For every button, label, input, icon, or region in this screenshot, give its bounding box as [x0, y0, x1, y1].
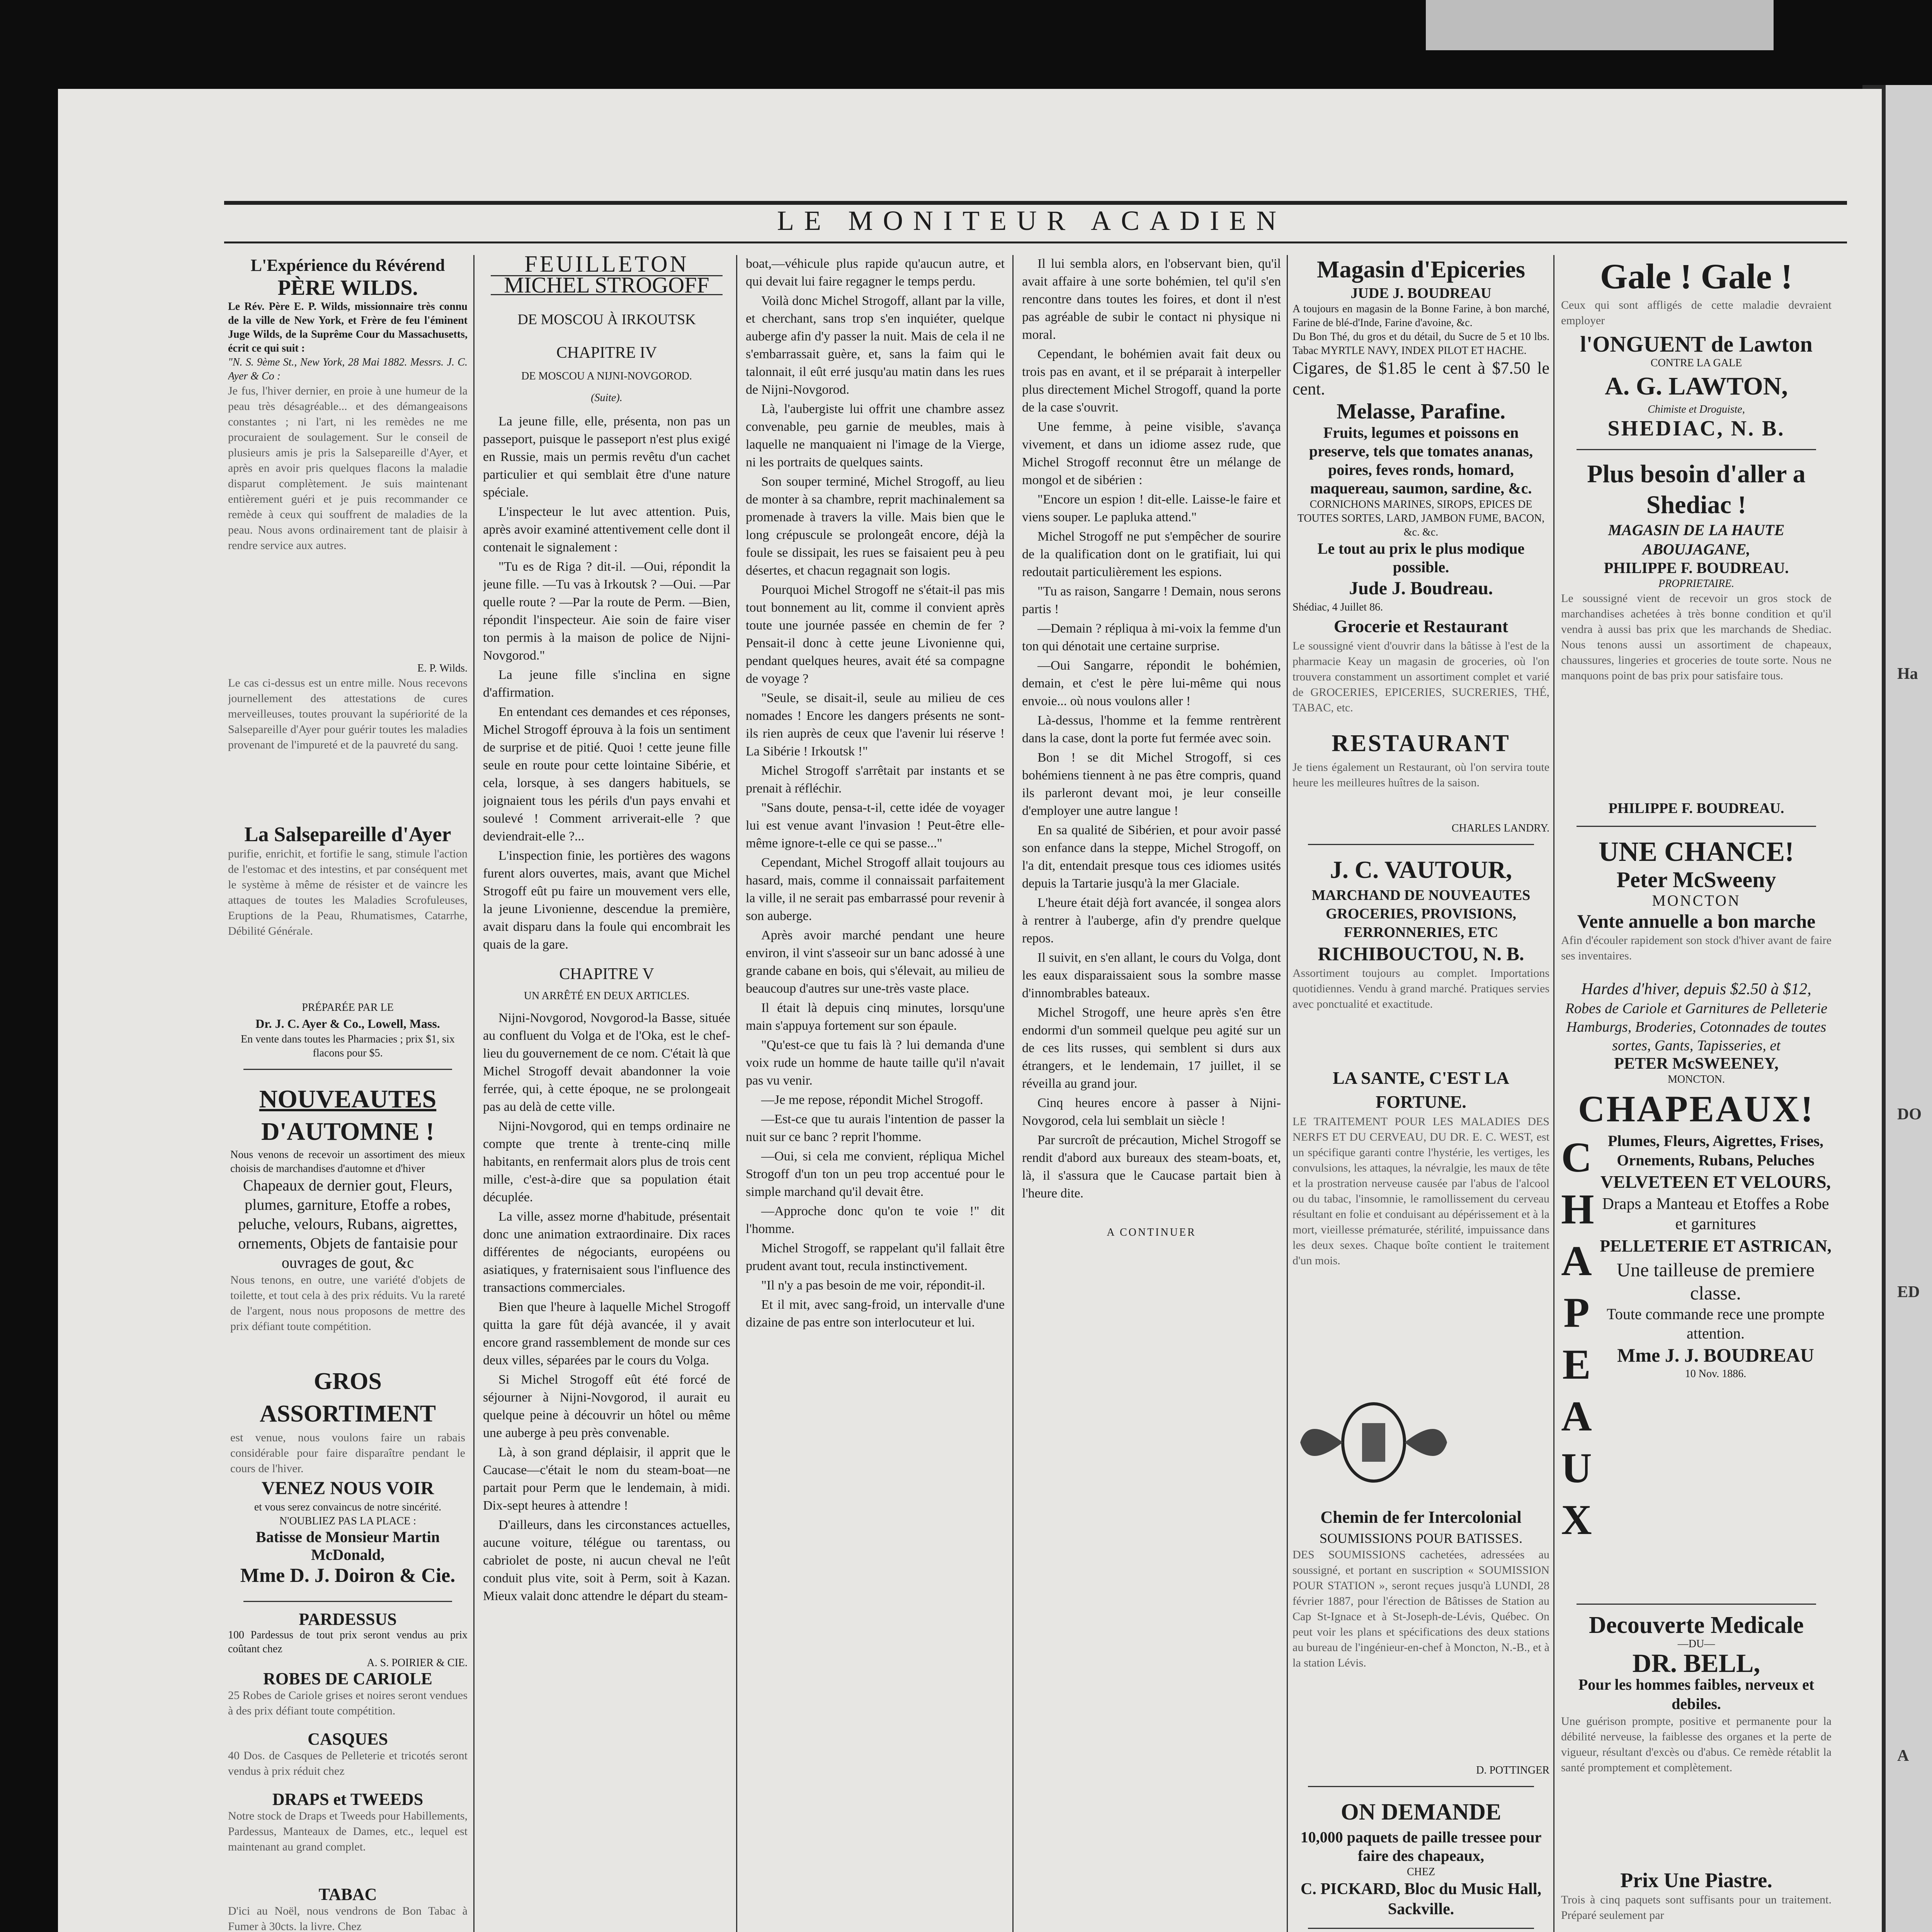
feuilleton-heading: FEUILLETON — [524, 255, 689, 277]
ad-title: Grocerie et Restaurant — [1333, 616, 1509, 636]
ad-text: CONTRE LA GALE — [1650, 357, 1742, 369]
paragraph: En sa qualité de Sibérien, et pour avoir passé son enfance dans la steppe, Michel Strogoff, on l'a dit, entendait presque tous ces idiomes usités depuis la Tartarie jusqu'à la mer Glaciale. — [1022, 823, 1281, 891]
ad-body: Je fus, l'hiver dernier, en proie à une humeur de la peau très désagréable... et des démangeaisons constantes ; ni l'art, ni les remèdes ne me procuraient de soulagement. Sur le conseil de plusieurs amis je pris la Salsepareille d'Ayer, et après en avoir pris quelques flacons la maladie disparut complètement. Je suis maintenant entièrement guéri et je puis recommander ce remède à ceux qui souffrent de maladies de la peau. Nous avons ordinairement tant de plaisir à rendre service aux autres. — [228, 384, 468, 552]
paragraph: —Oui, si cela me convient, répliqua Michel Strogoff d'un ton un peu trop accentué pour le simple marchand qu'il devait être. — [746, 1149, 1005, 1199]
chapter-title: CHAPITRE IV — [556, 344, 657, 362]
ad-title: ROBES DE CARIOLE — [263, 1669, 432, 1688]
paragraph: Michel Strogoff ne put s'empêcher de sourire de la qualification dont on le gratifiait, lui qui redoutait particulièrement les espions. — [1022, 529, 1281, 579]
ad-body: Nous tenons, en outre, une variété d'objets de toilette, et tout cela à des prix réduits. Vu la rareté de l'argent, nous nous proposons de mettre des prix défiant toute compétition. — [230, 1274, 465, 1333]
ad-name: PHILIPPE F. BOUDREAU. — [1608, 800, 1784, 816]
paragraph: "Seule, se disait-il, seule au milieu de ces nomades ! Encore les dangers présents ne sont-ils rien auprès de ceux que l'avenir lui réserve ! La Sibérie ! Irkoutsk !" — [746, 691, 1005, 759]
ad-text: Toute commande rece une prompte attention. — [1607, 1305, 1825, 1342]
continuer: A CONTINUER — [1107, 1226, 1196, 1238]
ad-body: Assortiment toujours au complet. Importations quotidiennes. Vendu à grand marché. Pratiques servies avec ponctualité et exactitude. — [1293, 967, 1549, 1010]
column-rule — [736, 255, 737, 1932]
ad-text: Batisse de Monsieur Martin McDonald, — [256, 1528, 440, 1563]
ad-text: A toujours en magasin de la Bonne Farine, à bon marché, Farine de blé-d'Inde, Farine d'avoine, &c. — [1293, 303, 1549, 329]
ad-prepared: PRÉPARÉE PAR LE — [302, 1002, 394, 1014]
ad-title: SHEDIAC, N. B. — [1607, 417, 1785, 440]
column-rule — [1553, 255, 1554, 1932]
paragraph: La ville, assez morne d'habitude, présentait donc une animation extraordinaire. Dix races différentes de négociants, européens ou asiatiques, y fraternisaient sous l'influence des transactions commerciales. — [483, 1209, 730, 1295]
ad-text: CORNICHONS MARINES, SIROPS, EPICES DE TOUTES SORTES, LARD, JAMBON FUME, BACON, &c. &c. — [1297, 498, 1545, 538]
story-subtitle: DE MOSCOU À IRKOUTSK — [517, 311, 696, 328]
adjacent-fragment: ED — [1897, 1283, 1920, 1301]
ad-title: PARDESSUS — [299, 1610, 397, 1629]
separator — [1577, 826, 1816, 827]
ad-sold: En vente dans toutes les Pharmacies ; prix $1, six flacons pour $5. — [241, 1033, 455, 1059]
newspaper-page — [58, 89, 1882, 1932]
ad-signature: CHARLES LANDRY. — [1451, 822, 1549, 834]
ad-title: Magasin d'Epiceries — [1316, 257, 1526, 283]
paragraph: Une femme, à peine visible, s'avança vivement, et dans un idiome assez rude, que Michel Strogoff reconnut être un mélange de mongol et de sibérien : — [1022, 420, 1281, 487]
suite: (Suite). — [591, 392, 622, 404]
paragraph: La jeune fille, elle, présenta, non pas un passeport, puisque le passeport n'est plus exigé en Russie, mais un permis revêtu d'un cachet particulier et qui semblait être d'une nature spéciale. — [483, 414, 730, 500]
ad-title: Vente annuelle a bon marche — [1577, 910, 1816, 932]
ad-body: DES SOUMISSIONS cachetées, adressées au soussigné, et portant en suscription « SOUMISSION POUR STATION », seront reçues jusqu'à LUNDI, 28 février 1887, pour l'érection de Bâtisses de Station au Cap St-Ignace et à St-Joseph-de-Lévis, Québec. On peut voir les plans et spécifications des deux stations au bureau de l'ingénieur-en-chef à Moncton, N.-B., et à la station Lévis. — [1293, 1548, 1549, 1669]
paragraph: "Tu es de Riga ? dit-il. —Oui, répondit la jeune fille. —Tu vas à Irkoutsk ? —Oui. —Par quelle route ? —Par la route de Perm. —Bien, répondit l'inspecteur. Aie soin de faire viser ton permis à la maison de police de Nijni-Novgorod." — [483, 560, 730, 663]
ad-text: 10,000 paquets de paille tressee pour faire des chapeaux, — [1300, 1828, 1542, 1864]
paragraph: Cependant, le bohémien avait fait deux ou trois pas en avant, et il se préparait à interpeller plus directement Michel Strogoff, quand la porte de la case s'ouvrit. — [1022, 347, 1281, 415]
masthead: LE MONITEUR ACADIEN — [777, 205, 1286, 236]
chapter-title: CHAPITRE V — [559, 965, 654, 983]
separator — [1308, 1786, 1534, 1787]
ad-title: A. G. LAWTON, — [1605, 372, 1788, 400]
separator — [1308, 844, 1534, 845]
paragraph: —Je me repose, répondit Michel Strogoff. — [761, 1093, 983, 1107]
ad-text: Chimiste et Droguiste, — [1648, 403, 1745, 415]
ad-body: 25 Robes de Cariole grises et noires seront vendues à des prix défiant toute compétition. — [228, 1689, 468, 1717]
separator — [1308, 1928, 1534, 1929]
separator — [1577, 1604, 1816, 1605]
ad-title: GROS ASSORTIMENT — [259, 1368, 436, 1427]
ad-title: Plus besoin d'aller a Shediac ! — [1587, 460, 1806, 519]
ad-text: Le tout au prix le plus modique possible. — [1317, 540, 1525, 576]
paragraph: L'inspection finie, les portières des wagons furent alors ouvertes, mais, avant que Michel Strogoff eût pu faire un mouvement vers elle, la jeune Livonienne, descendue la première, avait disparu dans la foule qui encombrait les quais de la gare. — [483, 849, 730, 952]
paragraph: En entendant ces demandes et ces réponses, Michel Strogoff éprouva à la fois un sentiment de surprise et de pitié. Quoi ! cette jeune fille seule en route pour cette lointaine Sibérie, et cela, lorsque, à ses dangers habituels, se joignaient tous les périls d'un pays envahi et soulevé ! Comment arriverait-elle ? que deviendrait-elle ?... — [483, 705, 730, 844]
story-title: MICHEL STROGOFF — [491, 275, 723, 295]
ad-title: NOUVEAUTES — [259, 1085, 437, 1113]
column-ads-right — [1561, 255, 1832, 1932]
paragraph: Michel Strogoff, une heure après s'en être endormi d'un sommeil quelque peu agité sur un de ces lits russes, qui semblent si durs aux étrangers, et le lendemain, 17 juillet, il se réveilla au grand jour. — [1022, 1005, 1281, 1091]
ad-title: La Salsepareille d'Ayer — [244, 823, 451, 846]
ad-body: Trois à cinq paquets sont suffisants pour un traitement. Préparé seulement par — [1561, 1893, 1832, 1922]
paragraph: L'heure était déjà fort avancée, il songea alors à rentrer à l'auberge, afin d'y prendre quelque repos. — [1022, 896, 1281, 946]
ad-name: JUDE J. BOUDREAU — [1350, 285, 1492, 301]
ad-text: Plumes, Fleurs, Aigrettes, Frises, Ornements, Rubans, Peluches — [1607, 1132, 1824, 1169]
column-rule — [1287, 255, 1288, 1932]
paragraph: Voilà donc Michel Strogoff, allant par la ville, et cherchant, sans trop s'en inquiéter, quelque auberge afin d'y passer la nuit. Mais de cela il ne s'embarrassait guère, et, sans la faim qui le talonnait, il eût erré jusqu'au matin dans les rues de Nijni-Novgorod. — [746, 294, 1005, 397]
paragraph: Son souper terminé, Michel Strogoff, au lieu de monter à sa chambre, reprit machinalement sa promenade à travers la ville. Mais bien que le long crépuscule se prolongeât encore, déjà la foule se dissipait, les rues se faisaient peu à peu désertes, et chacun regagnait son logis. — [746, 474, 1005, 578]
paragraph: Michel Strogoff, se rappelant qu'il fallait être prudent avant tout, recula instinctivement. — [746, 1241, 1005, 1273]
ad-signature: E. P. Wilds. — [417, 662, 468, 674]
ad-date: 10 Nov. 1886. — [1685, 1368, 1747, 1380]
ad-body: Ceux qui sont affligés de cette maladie devraient employer — [1561, 299, 1832, 327]
ad-title: PÈRE WILDS. — [277, 276, 418, 300]
paragraph: —Est-ce que tu aurais l'intention de passer la nuit sur ce banc ? reprit l'homme. — [746, 1112, 1005, 1144]
ad-date: Shédiac, 4 Juillet 86. — [1293, 601, 1383, 613]
ad-text: Pour les hommes faibles, nerveux et debiles. — [1578, 1676, 1815, 1713]
paragraph: Si Michel Strogoff eût été forcé de séjourner à Nijni-Novgorod, il aurait eu quelque peine à découvrir un hôtel ou même une auberge à peu près convenable. — [483, 1372, 730, 1440]
ad-text: Fruits, legumes et poissons en preserve, tels que tomates ananas, poires, feves ronds, homard, maquereau, saumon, sardine, &c. — [1309, 424, 1533, 497]
paragraph: Il était là depuis cinq minutes, lorsqu'une main s'appuya fortement sur son épaule. — [746, 1001, 1005, 1033]
ad-body: Le soussigné vient d'ouvrir dans la bâtisse à l'est de la pharmacie Keay un magasin de groceries, où l'on trouvera constamment un assortiment complet et varié de GROCERIES, EPICERIES, SUCRERIES, THÉ, TABAC, etc. — [1293, 639, 1549, 714]
ad-title: Prix Une Piastre. — [1620, 1869, 1772, 1892]
ad-title: Chemin de fer Intercolonial — [1320, 1508, 1522, 1527]
ad-signature: D. POTTINGER — [1476, 1764, 1549, 1776]
ad-body: Une guérison prompte, positive et permanente pour la débilité nerveuse, la faiblesse des organes et la perte de vigueur, résultant d'excès ou d'abus. Ce remède rétablit la santé promptement et complètement. — [1561, 1715, 1832, 1774]
ad-text: et vous serez convaincus de notre sincérité. — [254, 1501, 442, 1513]
ad-title: Mme D. J. Doiron & Cie. — [240, 1565, 456, 1587]
paragraph: "Sans doute, pensa-t-il, cette idée de voyager lui est venue avant l'invasion ! Peut-être elle-même ignore-t-elle ce qui se passe..." — [746, 801, 1005, 850]
ad-text: Hamburgs, Broderies, Cotonnades de toutes sortes, Gants, Tapisseries, et — [1566, 1019, 1827, 1054]
ad-text: Cigares, de $1.85 le cent à $7.50 le cent. — [1293, 359, 1549, 398]
ad-body: purifie, enrichit, et fortifie le sang, stimule l'action de l'estomac et des intestins, et par conséquent met le système à même de résister et de vaincre les attaques de toutes les Maladies Scrofuleuses, Eruptions de la Peau, Rhumatismes, Catarrhe, Débilité Générale. — [228, 847, 468, 937]
ad-text: MONCTON. — [1667, 1073, 1725, 1085]
ad-text: 100 Pardessus de tout prix seront vendus au prix coûtant chez — [228, 1629, 468, 1655]
paragraph: Bien que l'heure à laquelle Michel Strogoff quitta la gare fût déjà avancée, il y avait encore grand rassemblement de monde sur ces deux villes, séparées par le cours du Volga. — [483, 1300, 730, 1367]
separator — [243, 1069, 452, 1070]
ad-title: Gale ! Gale ! — [1600, 257, 1793, 296]
ad-title: LA SANTE, C'EST LA FORTUNE. — [1333, 1068, 1509, 1112]
ad-text: MONCTON — [1652, 892, 1741, 909]
ad-text: Robes de Cariole et Garnitures de Pelleterie — [1565, 1000, 1828, 1017]
adjacent-sheet-tab — [1426, 0, 1774, 50]
ad-text: Hardes d'hiver, depuis $2.50 à $12, — [1581, 980, 1811, 998]
paragraph: L'inspecteur le lut avec attention. Puis, après avoir examiné attentivement celle dont il contenait le signalement : — [483, 505, 730, 554]
paragraph: Nijni-Novgorod, qui en temps ordinaire ne compte que trente à trente-cinq mille habitants, en renfermait alors plus de trois cent mille, c'est-à-dire que sa population était décuplée. — [483, 1119, 730, 1204]
ad-name: Jude J. Boudreau. — [1349, 578, 1493, 599]
paragraph: "Qu'est-ce que tu fais là ? lui demanda d'une voix rude un homme de haute taille qu'il n'avait pas vu venir. — [746, 1038, 1005, 1088]
ad-body: LE TRAITEMENT POUR LES MALADIES DES NERFS ET DU CERVEAU, DU DR. E. C. WEST, est un spécifique garanti contre l'hystérie, les vertiges, les convulsions, les attaques, la névralgie, les maux de tête et la prostration nerveuse causée par l'abus de l'alcool ou du tabac, l'insomnie, le ramollissement du cerveau résultant en folie et conduisant au dépérissement et à la mort, vieillesse prématurée, stérilité, impuissance dans les deux sexes. Chaque boîte contient le traitement d'un mois. — [1293, 1115, 1549, 1267]
ad-text: CHEZ — [1406, 1866, 1435, 1878]
ad-title: VELVETEEN ET VELOURS, — [1600, 1172, 1831, 1192]
column-story-3 — [1022, 255, 1281, 1932]
column-feuilleton — [483, 255, 730, 1932]
ad-title: J. C. VAUTOUR, — [1330, 856, 1512, 883]
ad-text: Chapeaux de dernier gout, Fleurs, plumes, garniture, Etoffe a robes, peluche, velours, Rubans, aigrettes, ornements, Objets de fantaisie pour ouvrages de gout, &c — [238, 1177, 457, 1271]
column-ads-middle — [1293, 255, 1549, 1932]
column-rule — [473, 255, 474, 1932]
ad-signature: A. S. POIRIER & CIE. — [367, 1657, 468, 1669]
ad-text: N'OUBLIEZ PAS LA PLACE : — [279, 1515, 417, 1527]
ad-name: C. PICKARD, Bloc du Music Hall, Sackville. — [1300, 1880, 1542, 1918]
ad-body: 40 Dos. de Casques de Pelleterie et tricotés seront vendus à prix réduit chez — [228, 1749, 468, 1777]
ad-title: PELLETERIE ET ASTRICAN, — [1600, 1236, 1832, 1255]
paragraph: "Il n'y a pas besoin de me voir, répondit-il. — [761, 1278, 985, 1293]
paragraph: Il lui sembla alors, en l'observant bien, qu'il avait affaire à une sorte bohémien, tel qu'il s'en rencontre dans toutes les foires, et dont il n'est pas agréable de subir le contact ni physique ni moral. — [1022, 257, 1281, 342]
column-ads-left — [228, 255, 468, 1932]
ad-title: ON DEMANDE — [1341, 1799, 1501, 1825]
masthead-rule-bottom — [224, 242, 1847, 243]
ad-company: Dr. J. C. Ayer & Co., Lowell, Mass. — [255, 1017, 440, 1031]
chapter-subtitle: DE MOSCOU A NIJNI-NOVGOROD. — [521, 370, 692, 382]
ad-text: MARCHAND DE NOUVEAUTES GROCERIES, PROVISIONS, FERRONNERIES, ETC — [1311, 887, 1531, 940]
ad-body: Le soussigné vient de recevoir un gros stock de marchandises achetées à très bonne condition et qu'il vendra à aussi bas prix que les marchands de Shediac. Nous tenons aussi un assortiment de chapeaux, chaussures, lingeries et groceries de toute sorte. Nous ne manquons point de bas prix pour satisfaire tous. — [1561, 592, 1832, 682]
paragraph: boat,—véhicule plus rapide qu'aucun autre, et qui devait lui faire regagner le temps perdu. — [746, 257, 1005, 289]
ad-title: Decouverte Medicale — [1588, 1612, 1804, 1638]
ad-title: DR. BELL, — [1632, 1648, 1760, 1678]
ad-title: CHAPEAUX! — [1578, 1088, 1815, 1129]
paragraph: "Tu as raison, Sangarre ! Demain, nous serons partis ! — [1022, 584, 1281, 616]
paragraph: Par surcroît de précaution, Michel Strogoff se rendit d'abord aux bureaux des steam-boats, et, là, il s'assura que le Caucase partait bien à l'heure dite. — [1022, 1133, 1281, 1201]
ad-intro: Le Rév. Père E. P. Wilds, missionnaire très connu de la ville de New York, et Frère de feu l'éminent Juge Wilds, de la Suprême Cour du Massachusetts, écrit ce qui suit : — [228, 301, 468, 354]
paragraph: Pourquoi Michel Strogoff ne s'était-il pas mis tout bonnement au lit, comme il convient après toute une journée passée en chemin de fer ? Pensait-il donc à cette jeune Livonienne qui, pendant quelques heures, avait été sa compagne de voyage ? — [746, 583, 1005, 686]
paragraph: —Approche donc qu'on te voie !" dit l'homme. — [746, 1204, 1005, 1236]
ad-address: "N. S. 9ème St., New York, 28 Mai 1882. Messrs. J. C. Ayer & Co : — [228, 356, 468, 382]
intercolonial-emblem — [1293, 1392, 1455, 1493]
paragraph: Michel Strogoff s'arrêtait par instants et se prenait à réfléchir. — [746, 764, 1005, 796]
separator — [243, 1601, 452, 1602]
adjacent-fragment: DO — [1897, 1105, 1922, 1123]
ad-text: Une tailleuse de premiere classe. — [1616, 1259, 1815, 1304]
ad-text: SOUMISSIONS POUR BATISSES. — [1319, 1531, 1523, 1546]
paragraph: Là, l'aubergiste lui offrit une chambre assez convenable, peu garnie de meubles, mais à laquelle ne manquaient ni l'image de la Vierge, ni les portraits de quelques saints. — [746, 402, 1005, 469]
nouveautes-ad — [228, 1078, 468, 1592]
ad-text: Draps a Manteau et Etoffes a Robe et garnitures — [1602, 1195, 1829, 1233]
ad-body: Notre stock de Draps et Tweeds pour Habillements, Pardessus, Manteaux de Dames, etc., lequel est maintenant au grand complet. — [228, 1810, 468, 1853]
ad-title: Melasse, Parafine. — [1337, 400, 1505, 423]
ad-title: D'AUTOMNE ! — [261, 1117, 434, 1146]
paragraph: Cinq heures encore à passer à Nijni-Novgorod, cela lui semblait un siècle ! — [1022, 1096, 1281, 1128]
paragraph: Il suivit, en s'en allant, le cours du Volga, dont les eaux disparaissaient sous la sombre masse d'innombrables bateaux. — [1022, 951, 1281, 1000]
ad-name: PHILIPPE F. BOUDREAU. — [1604, 559, 1789, 577]
ad-body: D'ici au Noël, nous vendrons de Bon Tabac à Fumer à 30cts. la livre. Chez — [228, 1905, 468, 1932]
ad-text: Du Bon Thé, du gros et du détail, du Sucre de 5 et 10 lbs. Tabac MYRTLE NAVY, INDEX PILOT ET HACHE. — [1293, 331, 1549, 357]
paragraph: —Oui Sangarre, répondit le bohémien, demain, et c'est le père lui-même qui nous envoie... où nous voulons aller ! — [1022, 658, 1281, 708]
chapeaux-vertical-letters: C H A P E A U X — [1561, 1134, 1594, 1543]
ad-name: PETER McSWEENEY, — [1614, 1055, 1779, 1073]
paragraph: La jeune fille s'inclina en signe d'affirmation. — [483, 668, 730, 700]
adjacent-fragment: Ha — [1897, 665, 1918, 683]
paragraph: Après avoir marché pendant une heure environ, il vint s'asseoir sur un banc adossé à une grande cabane en bois, qui s'élevait, au milieu de beaucoup d'autres sur une-très vaste place. — [746, 928, 1005, 996]
ad-title: DRAPS et TWEEDS — [272, 1790, 423, 1809]
ad-title: VENEZ NOUS VOIR — [261, 1478, 434, 1498]
paragraph: Là-dessus, l'homme et la femme rentrèrent dans la case, dont la porte fut fermée avec soin. — [1022, 713, 1281, 745]
paragraph: Nijni-Novgorod, Novgorod-la Basse, située au confluent du Volga et de l'Oka, est le chef-lieu du gouvernement de ce nom. C'était là que Michel Strogoff devait abandonner la voie ferrée, qui, à cette époque, ne se prolongeait pas au delà de cette ville. — [483, 1011, 730, 1114]
paragraph: Là, à son grand déplaisir, il apprit que le Caucase—c'était le nom du steam-boat—ne partait pour Perm que le lendemain, à midi. Dix-sept heures à attendre ! — [483, 1445, 730, 1513]
ad-title: L'Expérience du Révérend — [250, 256, 445, 275]
ad-text: —DU— — [1677, 1638, 1715, 1650]
ad-text: MAGASIN DE LA HAUTE ABOUJAGANE, — [1608, 521, 1785, 558]
ad-title: l'ONGUENT de Lawton — [1580, 332, 1813, 357]
paragraph: D'ailleurs, dans les circonstances actuelles, aucune voiture, télégue ou tarentass, ou cabriolet de poste, ni aucun cheval ne l'eût conduit plus vite, soit à Perm, soit à Kazan. Mieux valait donc attendre le départ du steam- — [483, 1518, 730, 1603]
ad-title: RESTAURANT — [1332, 730, 1510, 757]
column-rule — [1012, 255, 1014, 1932]
ad-body: Le cas ci-dessus est un entre mille. Nous recevons journellement des attestations de cures merveilleuses, toutes prouvant la supériorité de la Salsepareille d'Ayer pour guérir toutes les maladies provenant de l'impureté et de la pauvreté du sang. — [228, 677, 468, 751]
ad-text: Nous venons de recevoir un assortiment des mieux choisis de marchandises d'automne et d'hiver — [230, 1149, 465, 1175]
paragraph: Bon ! se dit Michel Strogoff, si ces bohémiens tiennent à ne pas être compris, quand ils parleront devant moi, je leur conseille d'employer une autre langue ! — [1022, 750, 1281, 818]
separator — [1577, 449, 1816, 450]
ad-title: TABAC — [318, 1885, 377, 1904]
paragraph: Cependant, Michel Strogoff allait toujours au hasard, mais, comme il connaissait parfaitement la ville, il ne serait pas embarrassé pour revenir à son auberge. — [746, 855, 1005, 923]
ad-title: RICHIBOUCTOU, N. B. — [1318, 943, 1524, 964]
paragraph: —Demain ? répliqua à mi-voix la femme d'un ton qui dénotait une certaine surprise. — [1022, 621, 1281, 653]
ad-title: UNE CHANCE! — [1598, 836, 1794, 867]
paragraph: "Encore un espion ! dit-elle. Laisse-le faire et viens souper. Le papluka attend." — [1022, 492, 1281, 524]
ad-body: Afin d'écouler rapidement son stock d'hiver avant de faire ses inventaires. — [1561, 934, 1832, 962]
adjacent-fragment: A — [1897, 1747, 1909, 1765]
ad-text: PROPRIETAIRE. — [1658, 578, 1735, 590]
ad-title: CASQUES — [308, 1730, 388, 1748]
ad-name: Mme J. J. BOUDREAU — [1617, 1344, 1814, 1366]
ad-body: Je tiens également un Restaurant, où l'on servira toute heure les meilleures huîtres de la saison. — [1293, 761, 1549, 789]
ad-body: est venue, nous voulons faire un rabais considérable pour faire disparaître pendant le cours de l'hiver. — [230, 1431, 465, 1475]
chapter-subtitle: UN ARRÊTÉ EN DEUX ARTICLES. — [524, 990, 690, 1002]
chapeaux-ad-body — [1561, 1131, 1832, 1595]
column-story-2 — [746, 255, 1005, 1932]
masthead-rule-top — [224, 201, 1847, 205]
paragraph: Et il mit, avec sang-froid, un intervalle d'une dizaine de pas entre son interlocuteur et lui. — [746, 1298, 1005, 1330]
ad-title: Peter McSweeny — [1616, 867, 1776, 892]
